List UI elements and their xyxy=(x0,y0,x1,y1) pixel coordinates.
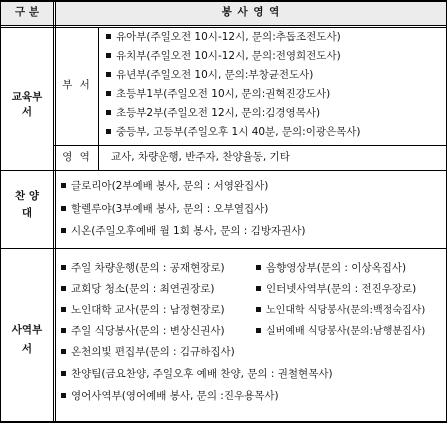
list-item: 초등부1부(주일오전 10시, 문의:권혁진강도사) xyxy=(106,88,330,101)
bullet-icon xyxy=(61,307,66,312)
col-divider-2 xyxy=(55,0,56,423)
bullet-icon xyxy=(61,206,66,211)
bullet-icon xyxy=(106,110,111,115)
list-item: 시온(주일오후예배 월 1회 봉사, 문의 : 김방자권사) xyxy=(61,225,306,238)
list-item: 찬양팀(금요찬양, 주일오후 예배 찬양, 문의 : 권철현목사) xyxy=(61,368,333,381)
list-item: 인터넷사역부(문의 : 전진우장로) xyxy=(256,283,416,296)
list-item: 할렐루야(3부예배 봉사, 문의 : 오부열집사) xyxy=(61,203,268,216)
edu-area-text: 교사, 차량운행, 반주자, 찬양율동, 기타 xyxy=(111,151,290,163)
bullet-icon xyxy=(256,328,261,333)
bullet-icon xyxy=(61,265,66,270)
bullet-icon xyxy=(256,265,261,270)
edu-label-1: 교육부 xyxy=(11,91,43,103)
list-item: 교회당 청소(문의 : 최연권장로) xyxy=(61,283,214,296)
table-top-border xyxy=(0,0,447,2)
bullet-icon xyxy=(61,349,66,354)
col-divider xyxy=(53,0,54,423)
list-item: 초등부2부(주일오전 12시, 문의:김경영목사) xyxy=(106,107,320,120)
list-item: 영어사역부(영어예배 봉사, 문의 :진우용목사) xyxy=(61,390,279,403)
choir-bottom-border xyxy=(0,248,447,249)
list-item: 음향영상부(문의 : 이상옥집사) xyxy=(256,262,406,275)
list-item: 글로리아(2부예배 봉사, 문의 : 서영완집사) xyxy=(61,180,268,193)
bullet-icon xyxy=(106,53,111,58)
bullet-icon xyxy=(106,91,111,96)
bullet-icon xyxy=(256,307,261,312)
list-item: 실버예배 식당봉사(문의:남행분집사) xyxy=(256,325,425,338)
edu-dept-label: 부 서 xyxy=(62,79,92,91)
bullet-icon xyxy=(106,129,111,134)
list-item: 주일 차량운행(문의 : 공재현장로) xyxy=(61,262,225,275)
bullet-icon xyxy=(61,228,66,233)
bullet-icon xyxy=(256,286,261,291)
list-item: 유년부(주일오전 10시, 문의:부창균전도사) xyxy=(106,69,313,82)
bullet-icon xyxy=(61,371,66,376)
bullet-icon xyxy=(106,72,111,77)
list-item: 유치부(주일오전 10시-12시, 문의:전영희전도사) xyxy=(106,50,341,63)
header-bottom-border xyxy=(0,25,447,26)
bullet-icon xyxy=(61,393,66,398)
edu-sub-col-divider xyxy=(98,28,99,170)
edu-label-2: 서 xyxy=(21,106,33,118)
edu-sub-divider xyxy=(54,145,447,146)
list-item: 중등부, 고등부(주일오후 1시 40분, 문의:이광은목사) xyxy=(106,126,361,139)
list-item: 노인대학 식당봉사(문의:백정숙집사) xyxy=(256,304,425,317)
bullet-icon xyxy=(61,286,66,291)
social-label-2: 서 xyxy=(21,343,33,355)
edu-bottom-border xyxy=(0,170,447,171)
list-item: 온천의빛 편집부(문의 : 김규하집사) xyxy=(61,346,235,359)
list-item: 노인대학 교사(문의 : 남정현장로) xyxy=(61,304,225,317)
choir-label-2: 대 xyxy=(21,207,33,219)
choir-label-1: 찬 양 xyxy=(15,190,39,202)
bullet-icon xyxy=(61,328,66,333)
header-service-area: 봉 사 영 역 xyxy=(221,6,281,18)
bullet-icon xyxy=(61,183,66,188)
list-item: 유아부(주일오전 10시-12시, 문의:추돕조전도사) xyxy=(106,31,341,44)
bullet-icon xyxy=(106,34,111,39)
edu-area-label: 영 역 xyxy=(62,151,92,163)
list-item: 주일 식당봉사(문의 : 변상신권사) xyxy=(61,325,225,338)
social-label-1: 사역부 xyxy=(11,324,43,336)
header-category: 구 분 xyxy=(15,6,39,18)
header-bottom-border-2 xyxy=(0,27,447,28)
